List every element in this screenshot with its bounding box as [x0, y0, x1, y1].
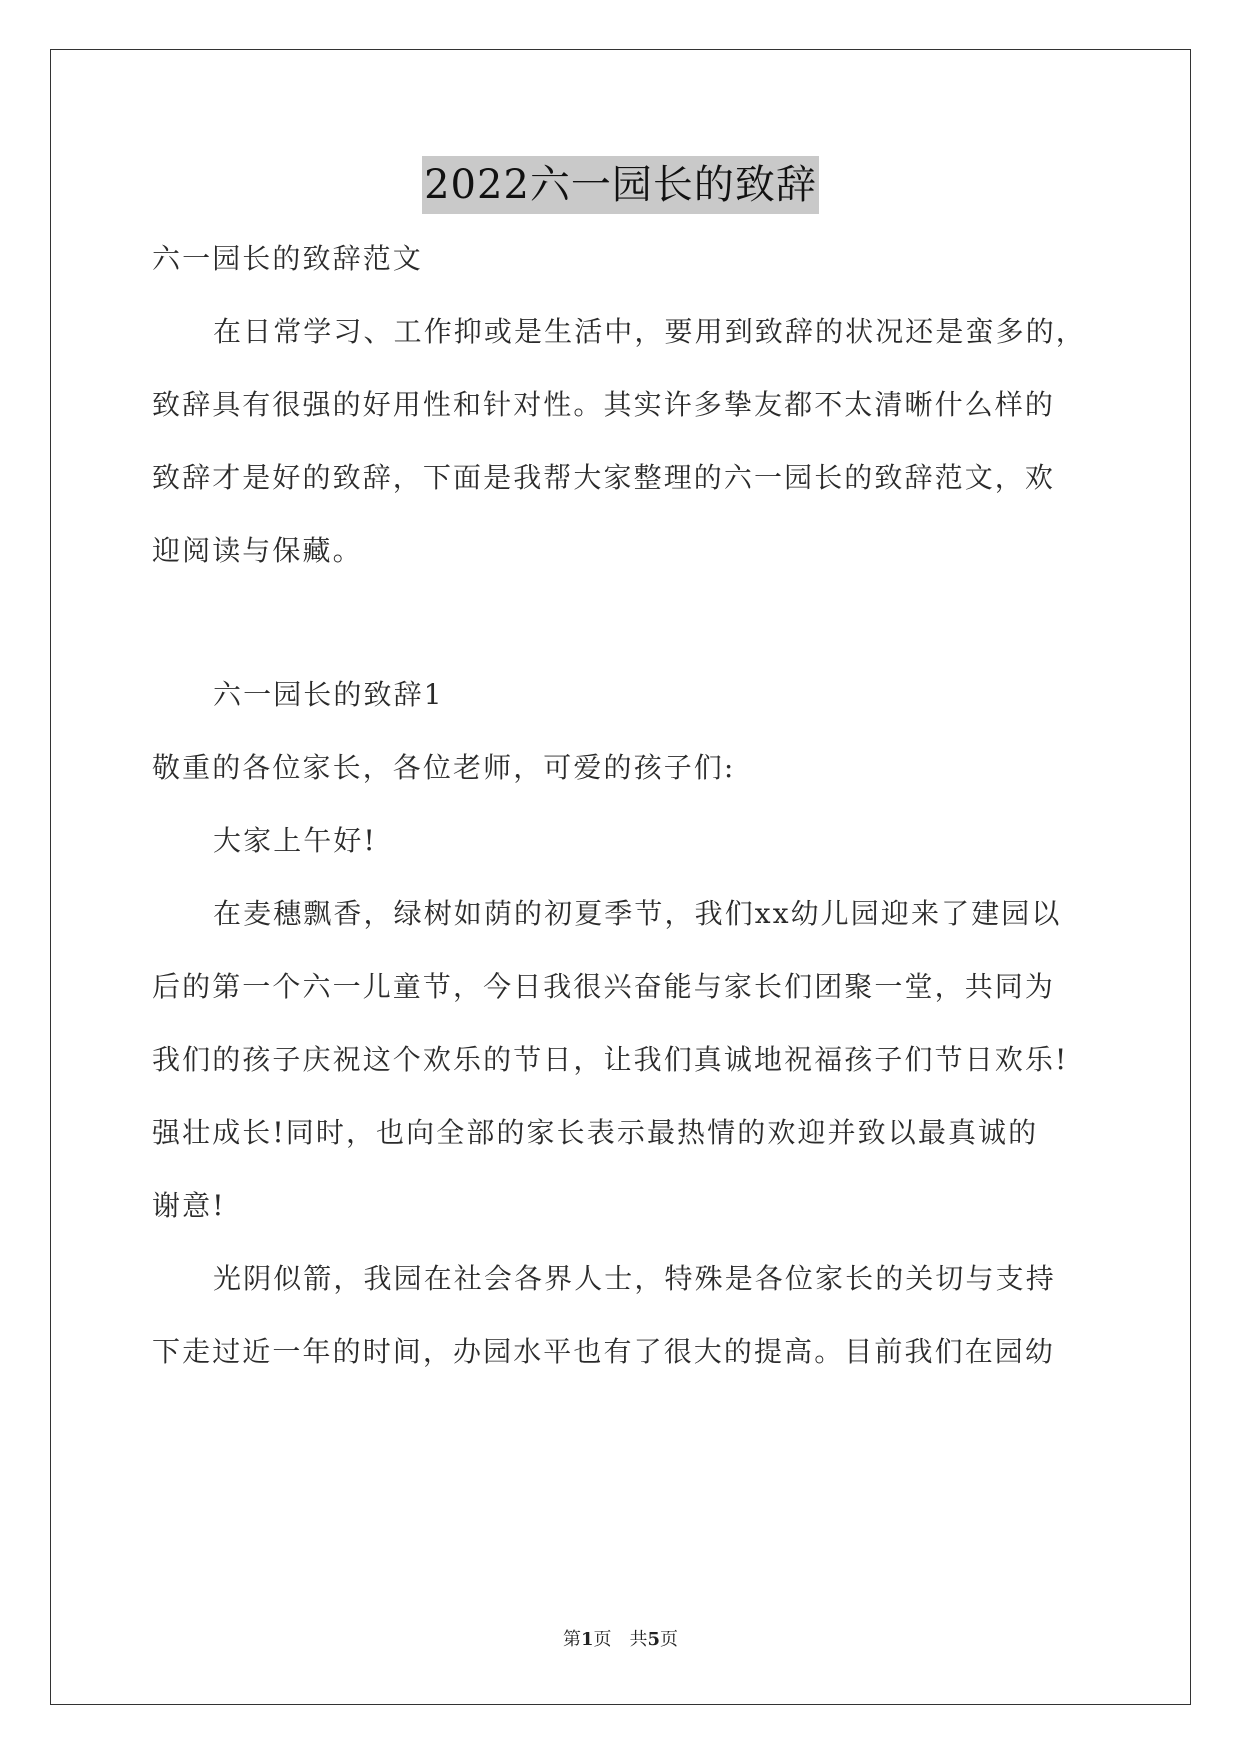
- salutation: 敬重的各位家长，各位老师，可爱的孩子们:: [152, 751, 736, 784]
- document-title: 2022六一园长的致辞: [422, 156, 819, 214]
- footer-page-total: 5: [647, 1629, 661, 1650]
- paragraph-1-line-3: 我们的孩子庆祝这个欢乐的节日，让我们真诚地祝福孩子们节日欢乐!: [152, 1043, 1069, 1076]
- title-container: [0, 156, 1241, 214]
- greeting: 大家上午好!: [213, 824, 377, 857]
- paragraph-1-line-5: 谢意!: [152, 1189, 226, 1222]
- intro-line-2: 致辞具有很强的好用性和针对性。其实许多挚友都不太清晰什么样的: [152, 388, 1056, 421]
- section-heading: 六一园长的致辞1: [213, 678, 444, 711]
- paragraph-1-line-4: 强壮成长!同时，也向全部的家长表示最热情的欢迎并致以最真诚的: [152, 1116, 1039, 1149]
- intro-line-3: 致辞才是好的致辞，下面是我帮大家整理的六一园长的致辞范文，欢: [152, 461, 1056, 494]
- page-border: [50, 49, 1191, 1705]
- intro-line-4: 迎阅读与保藏。: [152, 534, 363, 567]
- paragraph-1-line-2: 后的第一个六一儿童节，今日我很兴奋能与家长们团聚一堂，共同为: [152, 970, 1056, 1003]
- footer-prefix: 第: [562, 1629, 581, 1650]
- document-subtitle: 六一园长的致辞范文: [152, 242, 423, 275]
- paragraph-2-line-1: 光阴似箭，我园在社会各界人士，特殊是各位家长的关切与支持: [213, 1262, 1056, 1295]
- paragraph-2-line-2: 下走过近一年的时间，办园水平也有了很大的提高。目前我们在园幼: [152, 1335, 1056, 1368]
- paragraph-1-line-1: 在麦穗飘香，绿树如荫的初夏季节，我们xx幼儿园迎来了建园以: [213, 897, 1062, 930]
- page-footer: [0, 1627, 1241, 1653]
- footer-mid: 页 共: [593, 1629, 648, 1650]
- intro-line-1: 在日常学习、工作抑或是生活中，要用到致辞的状况还是蛮多的，: [213, 315, 1086, 348]
- footer-page-current: 1: [580, 1629, 594, 1650]
- footer-suffix: 页: [660, 1629, 679, 1650]
